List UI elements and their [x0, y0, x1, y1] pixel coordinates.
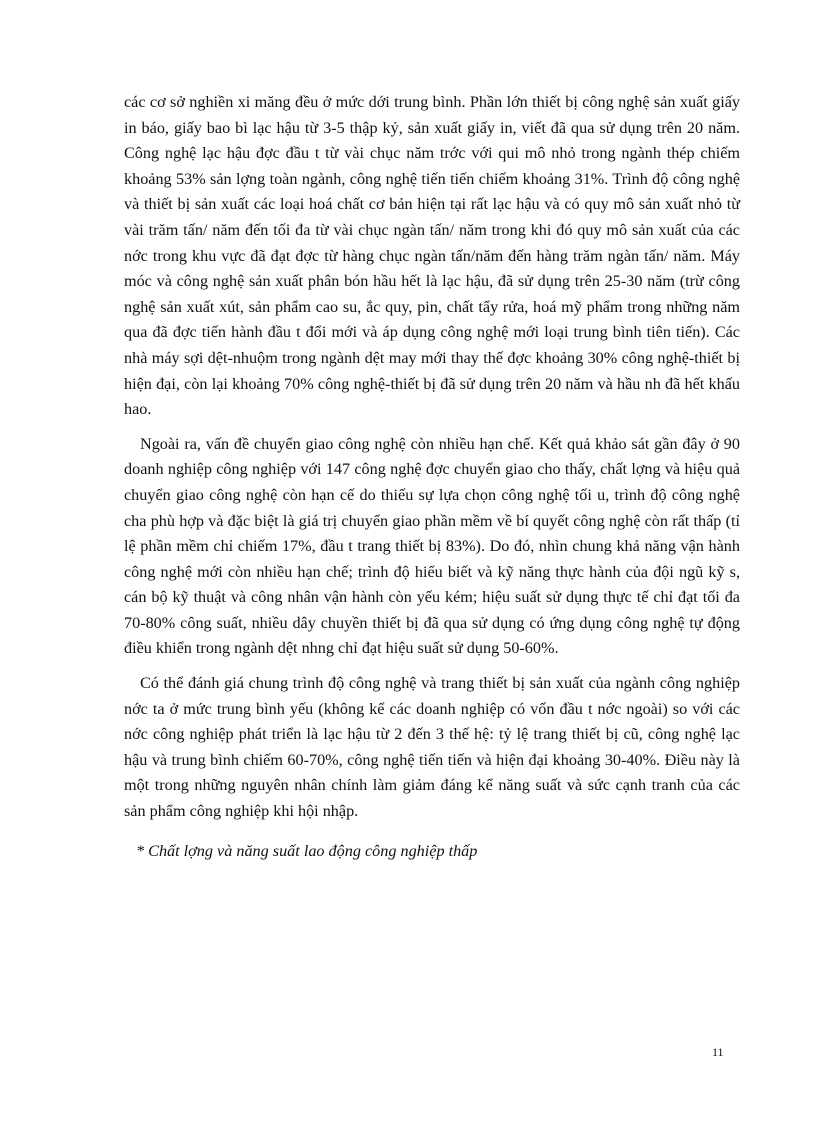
- paragraph-technology-status: các cơ sở nghiền xi măng đều ở mức dới trung bình. Phần lớn thiết bị công nghệ sản xuất giấy in báo, giấy bao bì lạc hậu từ 3-5 thập kỷ, sản xuất giấy in, viết đã qua sử dụng trên 20 năm. Công nghệ lạc hậu đợc đầu t từ vài chục năm trớc với qui mô nhỏ trong ngành thép chiếm khoảng 53% sản lợng toàn ngành, công nghệ tiến tiến chiếm khoảng 31%. Trình độ công nghệ và thiết bị sản xuất các loại hoá chất cơ bản hiện tại rất lạc hậu và có quy mô sản xuất nhỏ từ vài trăm tấn/ năm đến tối đa từ vài chục ngàn tấn/ năm trong khi đó quy mô sản xuất của các nớc trong khu vực đã đạt đợc từ hàng chục ngàn tấn/năm đến hàng trăm ngàn tấn/ năm. Máy móc và công nghệ sản xuất phân bón hầu hết là lạc hậu, đã sử dụng trên 25-30 năm (trừ công nghệ sản xuất xút, sản phẩm cao su, ắc quy, pin, chất tẩy rửa, hoá mỹ phẩm trong những năm qua đã đợc tiến hành đầu t đổi mới và áp dụng công nghệ mới loại trung bình tiên tiến). Các nhà máy sợi dệt-nhuộm trong ngành dệt may mới thay thế đợc khoảng 30% công nghệ-thiết bị hiện đại, còn lại khoảng 70% công nghệ-thiết bị đã sử dụng trên 20 năm và hầu nh đã hết khấu hao.: [124, 93, 740, 419]
- page-number: 11: [712, 1045, 724, 1059]
- paragraph-technology-transfer: Ngoài ra, vấn đề chuyển giao công nghệ còn nhiều hạn chế. Kết quả khảo sát gần đây ở 90 doanh nghiệp công nghiệp với 147 công nghệ đợc chuyển giao cho thấy, chất lợng và hiệu quả chuyển giao công nghệ còn hạn cế do thiếu sự lựa chọn công nghệ tối u, trình độ công nghệ cha phù hợp và đặc biệt là giá trị chuyển giao phần mềm về bí quyết công nghệ còn rất thấp (tỉ lệ phần mềm chỉ chiếm 17%, đầu t trang thiết bị 83%). Do đó, nhìn chung khả năng vận hành công nghệ mới còn nhiều hạn chế; trình độ hiểu biết và kỹ năng thực hành của đội ngũ kỹ s, cán bộ kỹ thuật và công nhân vận hành còn yếu kém; hiệu suất sử dụng thực tế chỉ đạt tối đa 70-80% công suất, nhiều dây chuyền thiết bị đã qua sử dụng có ứng dụng công nghệ tự động điều khiển trong ngành dệt nhng chỉ đạt hiệu suất sử dụng 50-60%.: [124, 434, 740, 658]
- document-page: [124, 90, 740, 864]
- section-heading: * Chất lợng và năng suất lao động công nghiệp thấp: [136, 841, 478, 860]
- paragraph-overall-assessment: Có thể đánh giá chung trình độ công nghệ và trang thiết bị sản xuất của ngành công nghiệp nớc ta ở mức trung bình yếu (không kể các doanh nghiệp có vốn đầu t nớc ngoài) so với các nớc công nghiệp phát triển là lạc hậu từ 2 đến 3 thế hệ: tỷ lệ trang thiết bị cũ, công nghệ lạc hậu và trung bình chiếm 60-70%, công nghệ tiến tiến và hiện đại khoảng 30-40%. Điều này là một trong những nguyên nhân chính làm giảm đáng kể năng suất và sức cạnh tranh của các sản phẩm công nghiệp khi hội nhập.: [124, 674, 740, 821]
